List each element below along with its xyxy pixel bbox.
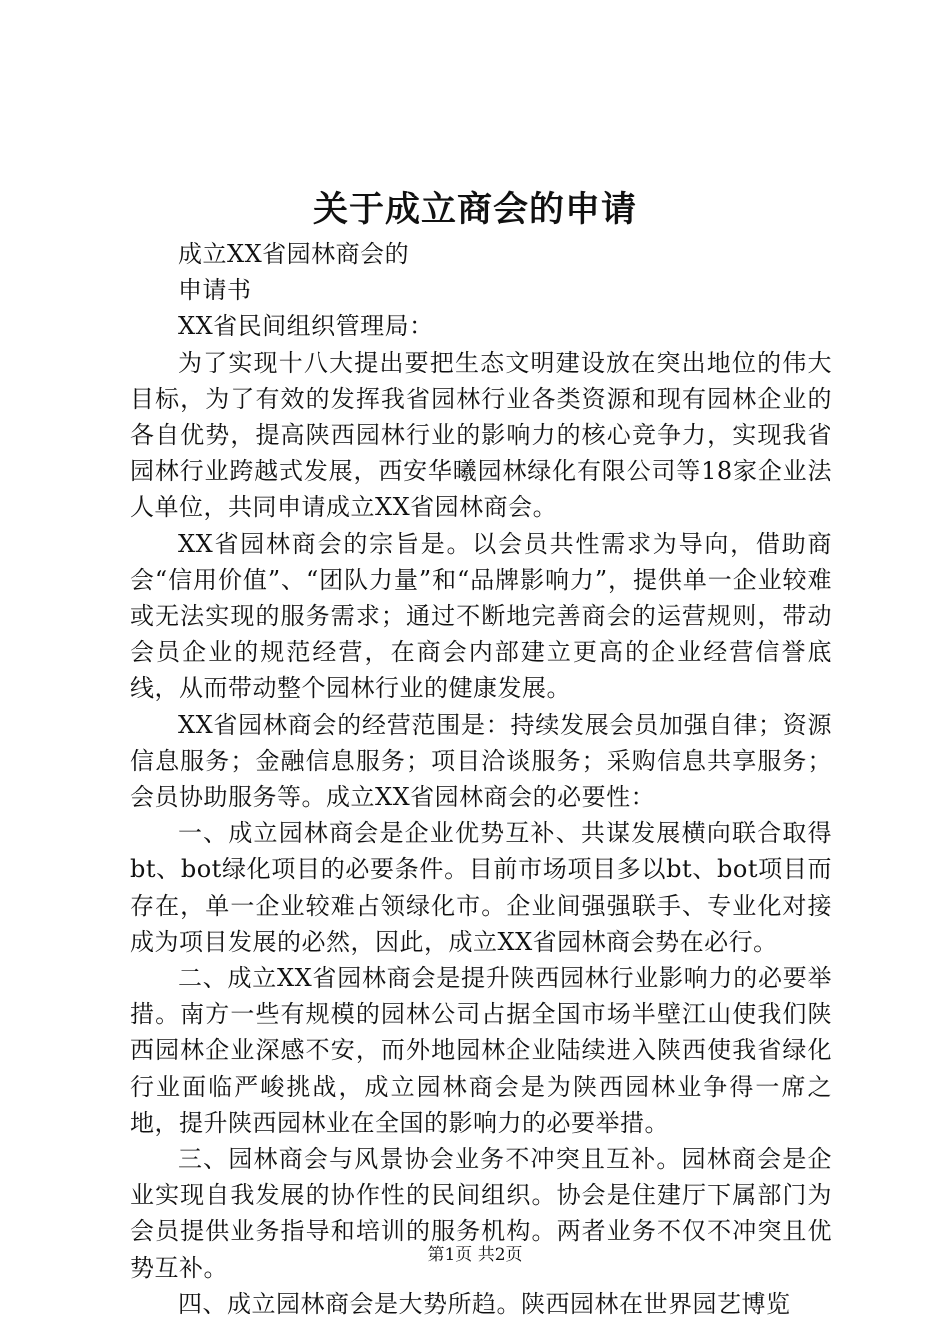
paragraph-heading-line-2: 申请书 <box>178 276 252 305</box>
paragraph-heading-line-1: 成立XX省园林商会的 <box>178 240 410 268</box>
paragraph-purpose: 为了实现十八大提出要把生态文明建设放在突出地位的伟大目标，为了有效的发挥我省园林行业各类资源和现有园林企业的各自优势，提高陕西园林行业的影响力的核心竞争力，实现我省园林行业跨越式发展，西安华曦园林绿化有限公司等18家企业法人单位，共同申请成立XX省园林商会。 <box>130 348 832 522</box>
paragraph-reason-2: 二、成立XX省园林商会是提升陕西园林行业影响力的必要举措。南方一些有规模的园林公司占据全国市场半壁江山使我们陕西园林企业深感不安，而外地园林企业陆续进入陕西使我省绿化行业面临严峻挑战，成立园林商会是为陕西园林业争得一席之地，提升陕西园林业在全国的影响力的必要举措。 <box>130 964 832 1137</box>
paragraph-scope: XX省园林商会的经营范围是：持续发展会员加强自律；资源信息服务；金融信息服务；项目洽谈服务；采购信息共享服务；会员协助服务等。成立XX省园林商会的必要性： <box>130 710 832 812</box>
paragraph-addressee: XX省民间组织管理局： <box>178 312 434 341</box>
paragraph-mission: XX省园林商会的宗旨是。以会员共性需求为导向，借助商会“信用价值”、“团队力量”和“品牌影响力”，提供单一企业较难或无法实现的服务需求；通过不断地完善商会的运营规则，带动会员企业的规范经营，在商会内部建立更高的企业经营信誉底线，从而带动整个园林行业的健康发展。 <box>130 529 832 703</box>
document-title: 关于成立商会的申请 <box>312 189 637 230</box>
paragraph-reason-1: 一、成立园林商会是企业优势互补、共谋发展横向联合取得bt、bot绿化项目的必要条件。目前市场项目多以bt、bot项目而存在，单一企业较难占领绿化市。企业间强强联手、专业化对接成为项目发展的必然，因此，成立XX省园林商会势在必行。 <box>130 819 832 956</box>
paragraph-reason-3: 三、园林商会与风景协会业务不冲突且互补。园林商会是企业实现自我发展的协作性的民间组织。协会是住建厅下属部门为会员提供业务指导和培训的服务机构。两者业务不仅不冲突且优势互补。 <box>130 1145 832 1282</box>
page-footer: 第1页 共2页 <box>427 1245 523 1265</box>
document-body <box>130 236 832 1322</box>
paragraph-reason-4: 四、成立园林商会是大势所趋。陕西园林在世界园艺博览 <box>178 1289 791 1318</box>
